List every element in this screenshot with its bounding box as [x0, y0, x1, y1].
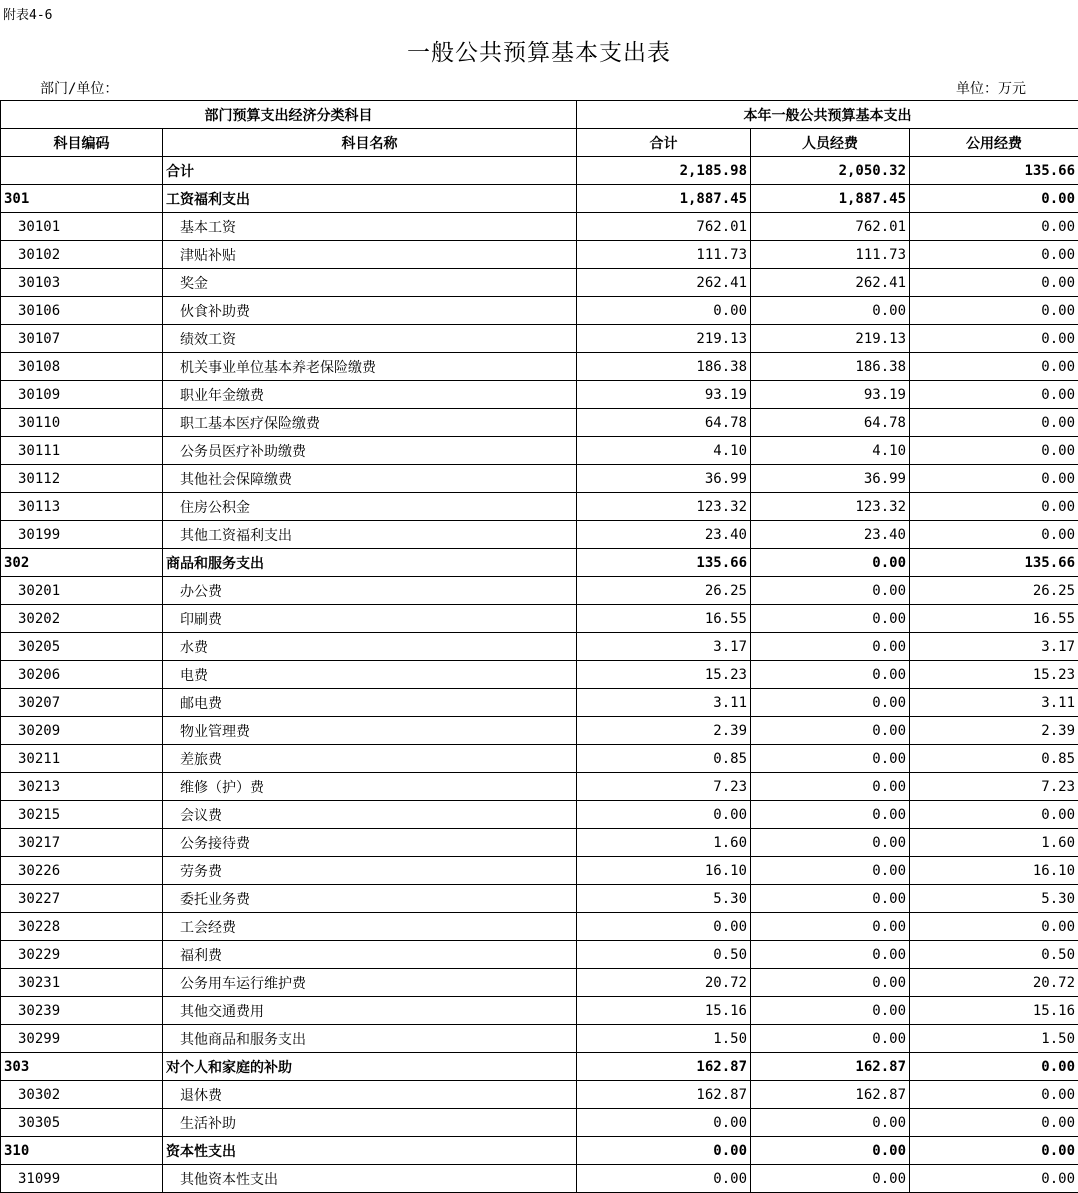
cell-public: 0.00	[910, 1109, 1078, 1137]
cell-total: 7.23	[577, 773, 751, 801]
cell-name: 对个人和家庭的补助	[163, 1053, 577, 1081]
table-row	[1, 1081, 1078, 1109]
cell-personnel: 0.00	[751, 633, 910, 661]
cell-total: 0.00	[577, 1109, 751, 1137]
cell-code: 30209	[1, 717, 163, 745]
cell-name: 其他社会保障缴费	[163, 465, 577, 493]
cell-personnel: 0.00	[751, 717, 910, 745]
cell-code: 30111	[1, 437, 163, 465]
cell-personnel: 64.78	[751, 409, 910, 437]
table-row	[1, 1109, 1078, 1137]
table-row	[1, 521, 1078, 549]
cell-public: 3.17	[910, 633, 1078, 661]
table-row	[1, 605, 1078, 633]
cell-personnel: 0.00	[751, 689, 910, 717]
cell-name: 其他资本性支出	[163, 1165, 577, 1193]
header-group-left: 部门预算支出经济分类科目	[1, 101, 577, 129]
cell-public: 0.00	[910, 1137, 1078, 1165]
cell-personnel: 23.40	[751, 521, 910, 549]
cell-name: 公务接待费	[163, 829, 577, 857]
cell-personnel: 0.00	[751, 1137, 910, 1165]
cell-total: 186.38	[577, 353, 751, 381]
cell-name: 商品和服务支出	[163, 549, 577, 577]
budget-table	[0, 100, 1078, 1193]
cell-name: 会议费	[163, 801, 577, 829]
cell-code: 303	[1, 1053, 163, 1081]
cell-code: 30113	[1, 493, 163, 521]
cell-name: 机关事业单位基本养老保险缴费	[163, 353, 577, 381]
cell-personnel: 0.00	[751, 885, 910, 913]
cell-code: 30109	[1, 381, 163, 409]
cell-code: 30112	[1, 465, 163, 493]
cell-code: 30206	[1, 661, 163, 689]
cell-personnel: 0.00	[751, 913, 910, 941]
header-group-right: 本年一般公共预算基本支出	[577, 101, 1078, 129]
cell-code: 30106	[1, 297, 163, 325]
cell-public: 0.00	[910, 353, 1078, 381]
cell-name: 其他交通费用	[163, 997, 577, 1025]
cell-total: 5.30	[577, 885, 751, 913]
cell-public: 0.00	[910, 521, 1078, 549]
cell-name: 办公费	[163, 577, 577, 605]
cell-name: 邮电费	[163, 689, 577, 717]
cell-name: 退休费	[163, 1081, 577, 1109]
unit-label: 单位：万元	[956, 81, 1026, 97]
table-row	[1, 353, 1078, 381]
table-row	[1, 997, 1078, 1025]
cell-personnel: 0.00	[751, 941, 910, 969]
cell-name: 工会经费	[163, 913, 577, 941]
cell-name: 基本工资	[163, 213, 577, 241]
cell-personnel: 0.00	[751, 857, 910, 885]
cell-total: 20.72	[577, 969, 751, 997]
table-row	[1, 269, 1078, 297]
cell-public: 0.00	[910, 437, 1078, 465]
cell-public: 135.66	[910, 549, 1078, 577]
cell-personnel: 93.19	[751, 381, 910, 409]
cell-code: 30227	[1, 885, 163, 913]
cell-total: 3.17	[577, 633, 751, 661]
cell-personnel: 123.32	[751, 493, 910, 521]
table-row	[1, 493, 1078, 521]
table-row	[1, 325, 1078, 353]
cell-public: 7.23	[910, 773, 1078, 801]
cell-public: 5.30	[910, 885, 1078, 913]
cell-personnel: 219.13	[751, 325, 910, 353]
cell-total: 93.19	[577, 381, 751, 409]
cell-total: 162.87	[577, 1053, 751, 1081]
table-row	[1, 1053, 1078, 1081]
cell-total: 0.00	[577, 1165, 751, 1193]
cell-name: 工资福利支出	[163, 185, 577, 213]
cell-personnel: 0.00	[751, 1165, 910, 1193]
cell-name: 住房公积金	[163, 493, 577, 521]
cell-public: 0.00	[910, 465, 1078, 493]
header-column-row	[1, 129, 1078, 157]
cell-personnel: 0.00	[751, 745, 910, 773]
cell-name: 水费	[163, 633, 577, 661]
cell-code: 30229	[1, 941, 163, 969]
cell-name: 电费	[163, 661, 577, 689]
table-row	[1, 969, 1078, 997]
cell-public: 0.00	[910, 241, 1078, 269]
cell-name: 公务员医疗补助缴费	[163, 437, 577, 465]
table-row	[1, 661, 1078, 689]
cell-public: 0.00	[910, 1053, 1078, 1081]
table-row	[1, 633, 1078, 661]
cell-code: 30107	[1, 325, 163, 353]
cell-public: 0.00	[910, 1165, 1078, 1193]
cell-total: 15.23	[577, 661, 751, 689]
table-row	[1, 913, 1078, 941]
cell-public: 0.00	[910, 913, 1078, 941]
cell-code: 30102	[1, 241, 163, 269]
cell-name: 绩效工资	[163, 325, 577, 353]
cell-public: 0.00	[910, 213, 1078, 241]
cell-public: 2.39	[910, 717, 1078, 745]
cell-name: 奖金	[163, 269, 577, 297]
cell-personnel: 1,887.45	[751, 185, 910, 213]
cell-public: 15.16	[910, 997, 1078, 1025]
cell-personnel: 0.00	[751, 1109, 910, 1137]
cell-code: 30101	[1, 213, 163, 241]
cell-code: 30299	[1, 1025, 163, 1053]
header-code: 科目编码	[1, 129, 163, 157]
header-group-row	[1, 101, 1078, 129]
table-row	[1, 185, 1078, 213]
cell-code: 30239	[1, 997, 163, 1025]
cell-code: 302	[1, 549, 163, 577]
cell-public: 0.00	[910, 381, 1078, 409]
table-row	[1, 381, 1078, 409]
cell-name: 公务用车运行维护费	[163, 969, 577, 997]
cell-personnel: 0.00	[751, 969, 910, 997]
header-total: 合计	[577, 129, 751, 157]
cell-total: 15.16	[577, 997, 751, 1025]
table-row	[1, 689, 1078, 717]
table-row	[1, 1137, 1078, 1165]
cell-total: 0.50	[577, 941, 751, 969]
cell-public: 20.72	[910, 969, 1078, 997]
cell-public: 26.25	[910, 577, 1078, 605]
cell-public: 0.00	[910, 269, 1078, 297]
table-row	[1, 717, 1078, 745]
cell-code: 30211	[1, 745, 163, 773]
cell-total: 2.39	[577, 717, 751, 745]
cell-name: 委托业务费	[163, 885, 577, 913]
table-row	[1, 829, 1078, 857]
cell-total: 1.50	[577, 1025, 751, 1053]
cell-public: 15.23	[910, 661, 1078, 689]
cell-code: 31099	[1, 1165, 163, 1193]
table-row	[1, 409, 1078, 437]
cell-personnel: 262.41	[751, 269, 910, 297]
table-row	[1, 549, 1078, 577]
cell-total: 111.73	[577, 241, 751, 269]
table-row	[1, 241, 1078, 269]
cell-name: 其他商品和服务支出	[163, 1025, 577, 1053]
cell-name: 职业年金缴费	[163, 381, 577, 409]
cell-personnel: 0.00	[751, 549, 910, 577]
cell-personnel: 162.87	[751, 1081, 910, 1109]
table-row	[1, 1025, 1078, 1053]
cell-code: 301	[1, 185, 163, 213]
cell-code: 30228	[1, 913, 163, 941]
cell-public: 16.10	[910, 857, 1078, 885]
table-row	[1, 437, 1078, 465]
cell-personnel: 0.00	[751, 297, 910, 325]
cell-name: 维修（护）费	[163, 773, 577, 801]
cell-public: 0.00	[910, 409, 1078, 437]
page-title: 一般公共预算基本支出表	[407, 40, 671, 66]
cell-personnel: 2,050.32	[751, 157, 910, 185]
cell-total: 1,887.45	[577, 185, 751, 213]
cell-personnel: 36.99	[751, 465, 910, 493]
table-row	[1, 801, 1078, 829]
cell-total: 262.41	[577, 269, 751, 297]
cell-name: 差旅费	[163, 745, 577, 773]
cell-total: 135.66	[577, 549, 751, 577]
cell-code: 30199	[1, 521, 163, 549]
cell-personnel: 4.10	[751, 437, 910, 465]
cell-code: 310	[1, 1137, 163, 1165]
cell-public: 0.00	[910, 297, 1078, 325]
cell-public: 0.00	[910, 1081, 1078, 1109]
table-row	[1, 1165, 1078, 1193]
appendix-label: 附表4-6	[3, 8, 53, 23]
cell-name: 伙食补助费	[163, 297, 577, 325]
cell-name: 其他工资福利支出	[163, 521, 577, 549]
header-public: 公用经费	[910, 129, 1078, 157]
cell-public: 0.85	[910, 745, 1078, 773]
cell-personnel: 0.00	[751, 829, 910, 857]
cell-name: 合计	[163, 157, 577, 185]
cell-code: 30207	[1, 689, 163, 717]
table-row	[1, 157, 1078, 185]
cell-total: 16.10	[577, 857, 751, 885]
cell-code: 30305	[1, 1109, 163, 1137]
cell-public: 16.55	[910, 605, 1078, 633]
cell-personnel: 0.00	[751, 605, 910, 633]
table-row	[1, 773, 1078, 801]
table-row	[1, 857, 1078, 885]
cell-total: 26.25	[577, 577, 751, 605]
table-row	[1, 941, 1078, 969]
cell-total: 3.11	[577, 689, 751, 717]
cell-code	[1, 157, 163, 185]
cell-name: 物业管理费	[163, 717, 577, 745]
cell-name: 资本性支出	[163, 1137, 577, 1165]
cell-personnel: 762.01	[751, 213, 910, 241]
cell-code: 30202	[1, 605, 163, 633]
cell-total: 23.40	[577, 521, 751, 549]
cell-public: 1.50	[910, 1025, 1078, 1053]
cell-total: 123.32	[577, 493, 751, 521]
cell-code: 30108	[1, 353, 163, 381]
cell-total: 0.00	[577, 297, 751, 325]
table-row	[1, 297, 1078, 325]
cell-public: 0.00	[910, 801, 1078, 829]
cell-personnel: 162.87	[751, 1053, 910, 1081]
cell-total: 0.00	[577, 1137, 751, 1165]
cell-public: 0.00	[910, 185, 1078, 213]
cell-personnel: 111.73	[751, 241, 910, 269]
cell-total: 219.13	[577, 325, 751, 353]
cell-personnel: 186.38	[751, 353, 910, 381]
cell-name: 津贴补贴	[163, 241, 577, 269]
cell-total: 2,185.98	[577, 157, 751, 185]
cell-total: 36.99	[577, 465, 751, 493]
cell-total: 64.78	[577, 409, 751, 437]
cell-code: 30205	[1, 633, 163, 661]
cell-code: 30201	[1, 577, 163, 605]
cell-total: 0.85	[577, 745, 751, 773]
table-row	[1, 465, 1078, 493]
header-name: 科目名称	[163, 129, 577, 157]
cell-total: 162.87	[577, 1081, 751, 1109]
cell-total: 0.00	[577, 913, 751, 941]
table-row	[1, 213, 1078, 241]
cell-code: 30103	[1, 269, 163, 297]
cell-name: 印刷费	[163, 605, 577, 633]
cell-total: 1.60	[577, 829, 751, 857]
header-personnel: 人员经费	[751, 129, 910, 157]
cell-name: 生活补助	[163, 1109, 577, 1137]
cell-public: 3.11	[910, 689, 1078, 717]
cell-name: 劳务费	[163, 857, 577, 885]
cell-total: 4.10	[577, 437, 751, 465]
cell-public: 0.00	[910, 325, 1078, 353]
cell-name: 职工基本医疗保险缴费	[163, 409, 577, 437]
cell-code: 30215	[1, 801, 163, 829]
department-label: 部门/单位：	[40, 81, 119, 97]
cell-public: 0.50	[910, 941, 1078, 969]
table-row	[1, 577, 1078, 605]
cell-code: 30226	[1, 857, 163, 885]
cell-code: 30110	[1, 409, 163, 437]
cell-code: 30302	[1, 1081, 163, 1109]
cell-name: 福利费	[163, 941, 577, 969]
cell-public: 0.00	[910, 493, 1078, 521]
table-row	[1, 745, 1078, 773]
cell-total: 0.00	[577, 801, 751, 829]
cell-personnel: 0.00	[751, 577, 910, 605]
cell-public: 1.60	[910, 829, 1078, 857]
cell-personnel: 0.00	[751, 773, 910, 801]
cell-personnel: 0.00	[751, 1025, 910, 1053]
cell-total: 762.01	[577, 213, 751, 241]
cell-personnel: 0.00	[751, 661, 910, 689]
cell-code: 30213	[1, 773, 163, 801]
cell-personnel: 0.00	[751, 997, 910, 1025]
cell-code: 30217	[1, 829, 163, 857]
cell-total: 16.55	[577, 605, 751, 633]
table-row	[1, 885, 1078, 913]
cell-code: 30231	[1, 969, 163, 997]
cell-public: 135.66	[910, 157, 1078, 185]
cell-personnel: 0.00	[751, 801, 910, 829]
